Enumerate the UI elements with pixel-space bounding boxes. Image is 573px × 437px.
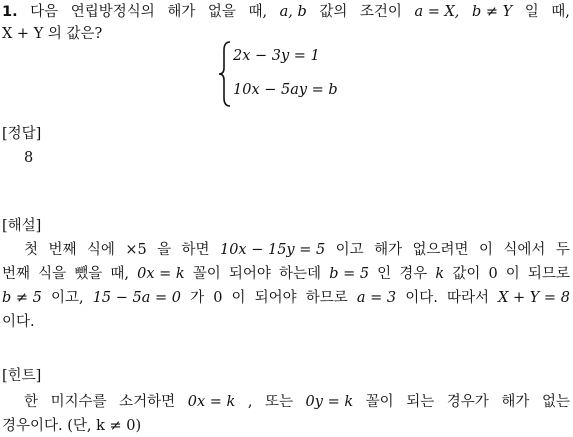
math-expression: X + Y = 8 [498,290,570,306]
math-expression: 15 − 5a = 0 [92,290,181,306]
text-word: , [247,394,253,410]
text-word: 가 [190,290,205,306]
math-expression: b ≠ Y [471,4,513,20]
text-word: 경우 [399,266,428,282]
text-word: 이고 [335,242,364,258]
math-expression: a = 3 [356,290,397,306]
text-word: 두 [555,242,570,258]
text-word: 첫 [24,242,39,258]
text-word: 이고, [50,290,84,306]
text-word: 때, [110,266,129,282]
text-word: 을 [157,242,172,258]
text-word: 식에서 [503,242,546,258]
text-word: 하므로 [305,290,348,306]
math-expression: k [435,266,445,282]
hint-label: [힌트] [2,368,42,384]
text-word: 번째 [2,266,31,282]
text-word: 하는데 [279,266,322,282]
text-word: 이다. [405,290,438,306]
answer-value: 8 [24,150,34,166]
text-word: 다음 [30,4,59,20]
text-word: 없을 [207,4,236,20]
text-word: 하면 [181,242,210,258]
text-word: 되므로 [527,266,570,282]
problem-number: 1. [2,4,18,20]
math-expression: ×5 [125,242,147,258]
text-word: 해가 [501,394,530,410]
text-word: 이 [231,290,246,306]
text-word: 소거하면 [119,394,176,410]
text-word: 때, [551,4,570,20]
equation-1: 2x − 3y = 1 [233,48,320,64]
text-word: 때, [248,4,268,20]
explanation-line-2 [2,264,570,284]
equation-system [218,40,358,108]
text-word: 해가 [374,242,403,258]
text-word: 없으려면 [412,242,469,258]
math-expression: 0 [488,266,498,282]
text-word: 되어야 [228,266,271,282]
explanation-line-4: 이다. [2,314,35,330]
math-expression: 10x − 15y = 5 [219,242,326,258]
left-brace-icon [218,40,232,108]
text-word: 한 [24,394,39,410]
text-word: 미지수를 [50,394,107,410]
text-word: 따라서 [446,290,489,306]
text-word: 값의 [319,4,348,20]
text-word: 일 [524,4,539,20]
text-word: 경우가 [446,394,489,410]
text-word: 꼴이 [365,394,394,410]
text-word: 조건이 [359,4,402,20]
text-word: 이 [478,242,493,258]
equation-2: 10x − 5ay = b [233,82,338,98]
text-word: 해가 [167,4,196,20]
text-word: 식을 [38,266,67,282]
text-word: 없는 [541,394,570,410]
math-expression: 0x = k [187,394,236,410]
text-word: 꼴이 [192,266,221,282]
math-expression: b = 5 [329,266,370,282]
hint-line-1 [24,392,570,412]
text-word: 이 [505,266,520,282]
text-word: 되는 [406,394,435,410]
math-expression: 0x = k [137,266,185,282]
math-expression: a, b [279,4,307,20]
math-expression: 0y = k [305,394,354,410]
text-word: 뺐을 [74,266,103,282]
explanation-line-3 [2,288,570,308]
problem-line-1 [2,2,570,22]
text-word: 되어야 [254,290,297,306]
text-word: 또는 [264,394,293,410]
explanation-line-1 [24,240,570,260]
text-word: 식에 [86,242,115,258]
explanation-label: [해설] [2,218,42,234]
math-expression: 0 [213,290,223,306]
hint-line-2: 경우이다. (단, k ≠ 0) [2,418,142,434]
math-expression: b ≠ 5 [2,290,42,306]
text-word: 연립방정식의 [70,4,155,20]
problem-line-2: X + Y 의 값은? [2,26,103,42]
math-expression: a = X, [414,4,460,20]
text-word: 값이 [452,266,481,282]
text-word: 번째 [48,242,77,258]
text-word: 인 [377,266,392,282]
answer-label: [정답] [2,126,42,142]
